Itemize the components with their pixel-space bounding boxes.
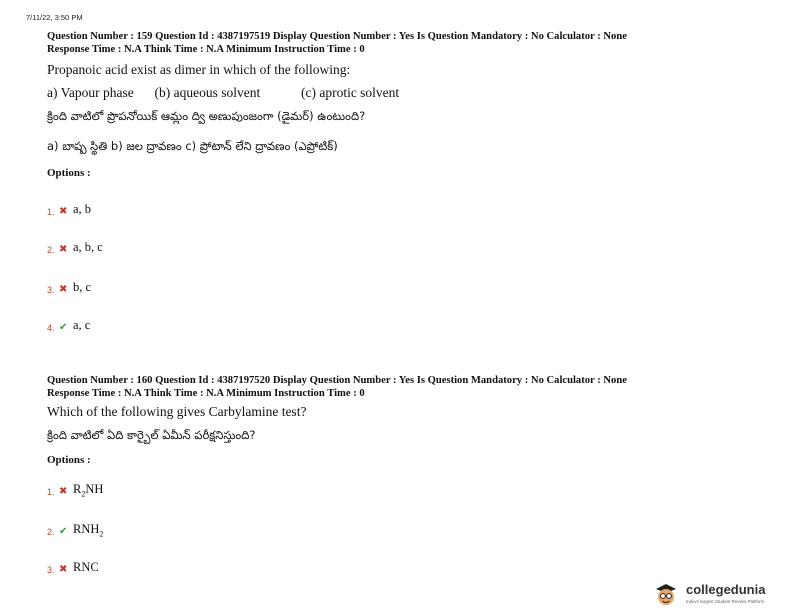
option-2 [47,240,103,257]
brand-name: collegedunia [686,582,766,597]
option-text: RNC [73,560,99,574]
cross-icon: ✖ [59,206,68,217]
check-icon: ✔ [59,526,68,537]
question-text: Which of the following gives Carbylamine test? [47,404,307,419]
options-label: Options : [47,454,91,466]
cross-icon: ✖ [59,564,68,575]
option-2 [47,522,103,539]
option-text: a, b, c [73,240,103,254]
option-text: a, c [73,318,91,332]
question-meta-line1: Question Number : 160 Question Id : 4387197520 Display Question Number : Yes Is Question Mandatory : No Calculator : None [47,375,627,386]
option-1 [47,482,103,499]
option-number: 1. [47,207,55,217]
telugu-question-text: క్రింది వాటిలో ఏది కార్బైల్ ఏమీన్ పరీక్షనిస్తుంది? [47,428,256,442]
option-text: b, c [73,280,92,294]
telugu-question-text: క్రింది వాటిలో ప్రొపనోయిక్ ఆమ్లం ద్వి అణుపుంజంగా (డైమర్) ఉంటుంది? [47,109,366,123]
option-number: 4. [47,323,55,333]
mascot-icon [652,580,680,608]
question-160 [47,374,747,466]
option-number: 2. [47,527,55,537]
cross-icon: ✖ [59,244,68,255]
cross-icon: ✖ [59,284,68,295]
collegedunia-logo [652,578,792,612]
option-number: 3. [47,565,55,575]
options-label: Options : [47,167,91,179]
option-3 [47,280,91,297]
option-3 [47,560,99,577]
choice-a: a) Vapour phase [47,85,134,100]
question-159 [47,30,747,179]
question-meta-line2: Response Time : N.A Think Time : N.A Minimum Instruction Time : 0 [47,44,365,55]
brand-tagline: India's largest Student Review Platform [686,599,765,604]
question-text: Propanoic acid exist as dimer in which of the following: [47,62,351,77]
option-text: a, b [73,202,92,216]
question-meta-line1: Question Number : 159 Question Id : 4387197519 Display Question Number : Yes Is Question Mandatory : No Calculator : None [47,31,627,42]
option-number: 2. [47,245,55,255]
option-text: $RNH_2$ [73,522,104,539]
question-choices [47,84,747,102]
option-1 [47,202,91,219]
check-icon: ✔ [59,322,68,333]
option-number: 3. [47,285,55,295]
print-timestamp: 7/11/22, 3:50 PM [26,13,83,22]
choice-b: (b) aqueous solvent [154,85,261,100]
option-text: $R_2NH$ [73,482,104,499]
cross-icon: ✖ [59,486,68,497]
option-number: 1. [47,487,55,497]
choice-c: (c) aprotic solvent [300,85,400,100]
telugu-choices: a) బాష్ప స్థితి b) జల ద్రావణం c) ప్రోటాన్ లేని ద్రావణం (ఎప్రోటిక్) [47,139,338,153]
option-4 [47,318,90,335]
question-meta-line2: Response Time : N.A Think Time : N.A Minimum Instruction Time : 0 [47,388,365,399]
